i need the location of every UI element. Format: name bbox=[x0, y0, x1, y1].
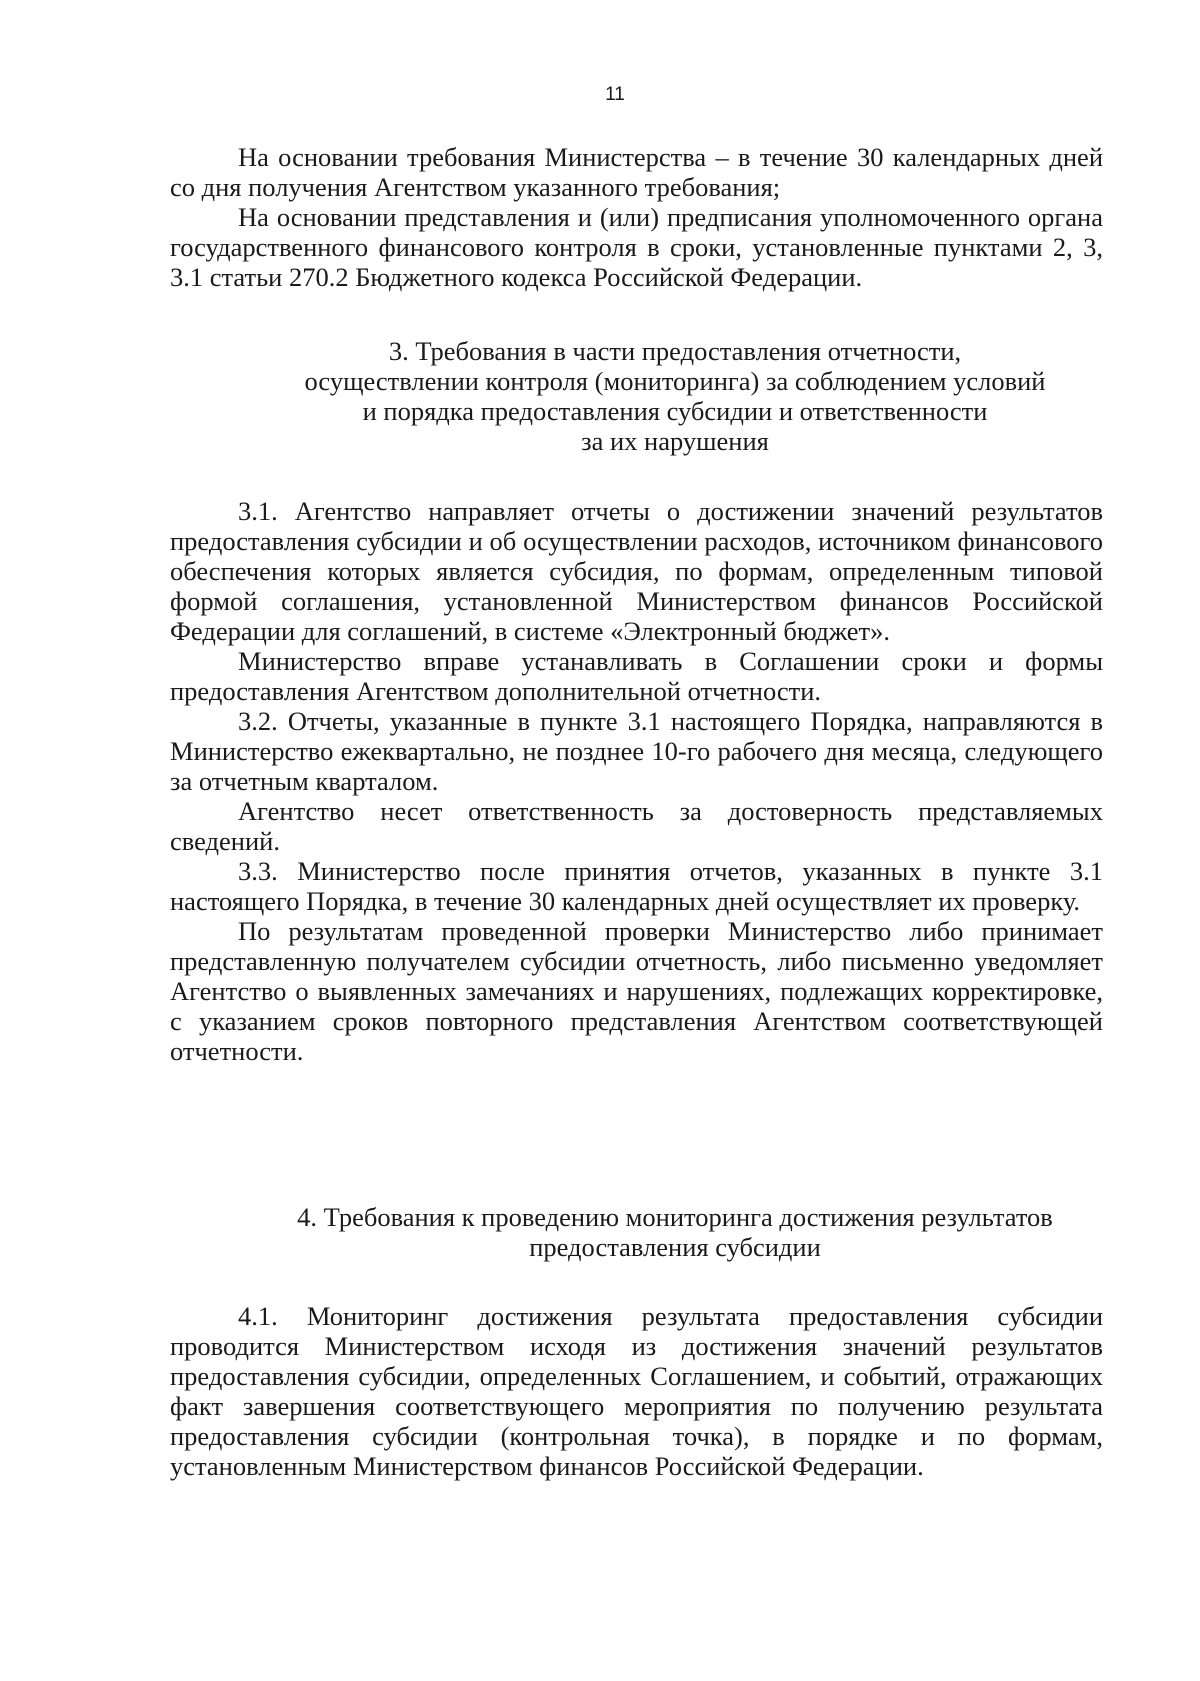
paragraph: 3.2. Отчеты, указанные в пункте 3.1 настоящего Порядка, направляются в Министерство ежеквартально, не позднее 10-го рабочего дня месяца, следующего за отчетным кварталом. bbox=[170, 706, 1103, 796]
paragraph: По результатам проведенной проверки Министерство либо принимает представленную получателем субсидии отчетность, либо письменно уведомляет Агентство о выявленных замечаниях и нарушениях, подлежащих корректировке, с указанием сроков повторного представления Агентством соответствующей отчетности. bbox=[170, 916, 1103, 1066]
paragraph: 3.1. Агентство направляет отчеты о достижении значений результатов предоставления субсидии и об осуществлении расходов, источником финансового обеспечения которых является субсидия, по формам, определенным типовой формой соглашения, установленной Министерством финансов Российской Федерации для соглашений, в системе «Электронный бюджет». bbox=[170, 496, 1103, 646]
paragraph: 3.3. Министерство после принятия отчетов, указанных в пункте 3.1 настоящего Порядка, в течение 30 календарных дней осуществляет их проверку. bbox=[170, 856, 1103, 916]
paragraph: Министерство вправе устанавливать в Соглашении сроки и формы предоставления Агентством дополнительной отчетности. bbox=[170, 646, 1103, 706]
heading-line: 3. Требования в части предоставления отчетности, bbox=[388, 336, 962, 366]
paragraph: Агентство несет ответственность за достоверность представляемых сведений. bbox=[170, 796, 1103, 856]
page-number: 11 bbox=[605, 84, 625, 105]
paragraph: На основании требования Министерства – в течение 30 календарных дней со дня получения Агентством указанного требования; bbox=[170, 142, 1103, 202]
heading-line: 4. Требования к проведению мониторинга достижения результатов bbox=[297, 1202, 1053, 1232]
section-4-heading bbox=[170, 1202, 1180, 1262]
paragraph: На основании представления и (или) предписания уполномоченного органа государственного финансового контроля в сроки, установленные пунктами 2, 3, 3.1 статьи 270.2 Бюджетного кодекса Российской Федерации. bbox=[170, 202, 1103, 292]
intro-text-block bbox=[170, 142, 1103, 292]
heading-line: и порядка предоставления субсидии и ответственности bbox=[362, 396, 988, 426]
paragraph: 4.1. Мониторинг достижения результата предоставления субсидии проводится Министерством исходя из достижения значений результатов предоставления субсидии, определенных Соглашением, и событий, отражающих факт завершения соответствующего мероприятия по получению результата предоставления субсидии (контрольная точка), в порядке и по формам, установленным Министерством финансов Российской Федерации. bbox=[170, 1301, 1103, 1481]
section-3-heading bbox=[170, 336, 1180, 456]
heading-line: предоставления субсидии bbox=[529, 1232, 821, 1262]
section-3-text-block bbox=[170, 496, 1103, 1066]
heading-line: осуществлении контроля (мониторинга) за соблюдением условий bbox=[304, 366, 1046, 396]
section-4-text-block bbox=[170, 1301, 1103, 1481]
heading-line: за их нарушения bbox=[581, 426, 769, 456]
